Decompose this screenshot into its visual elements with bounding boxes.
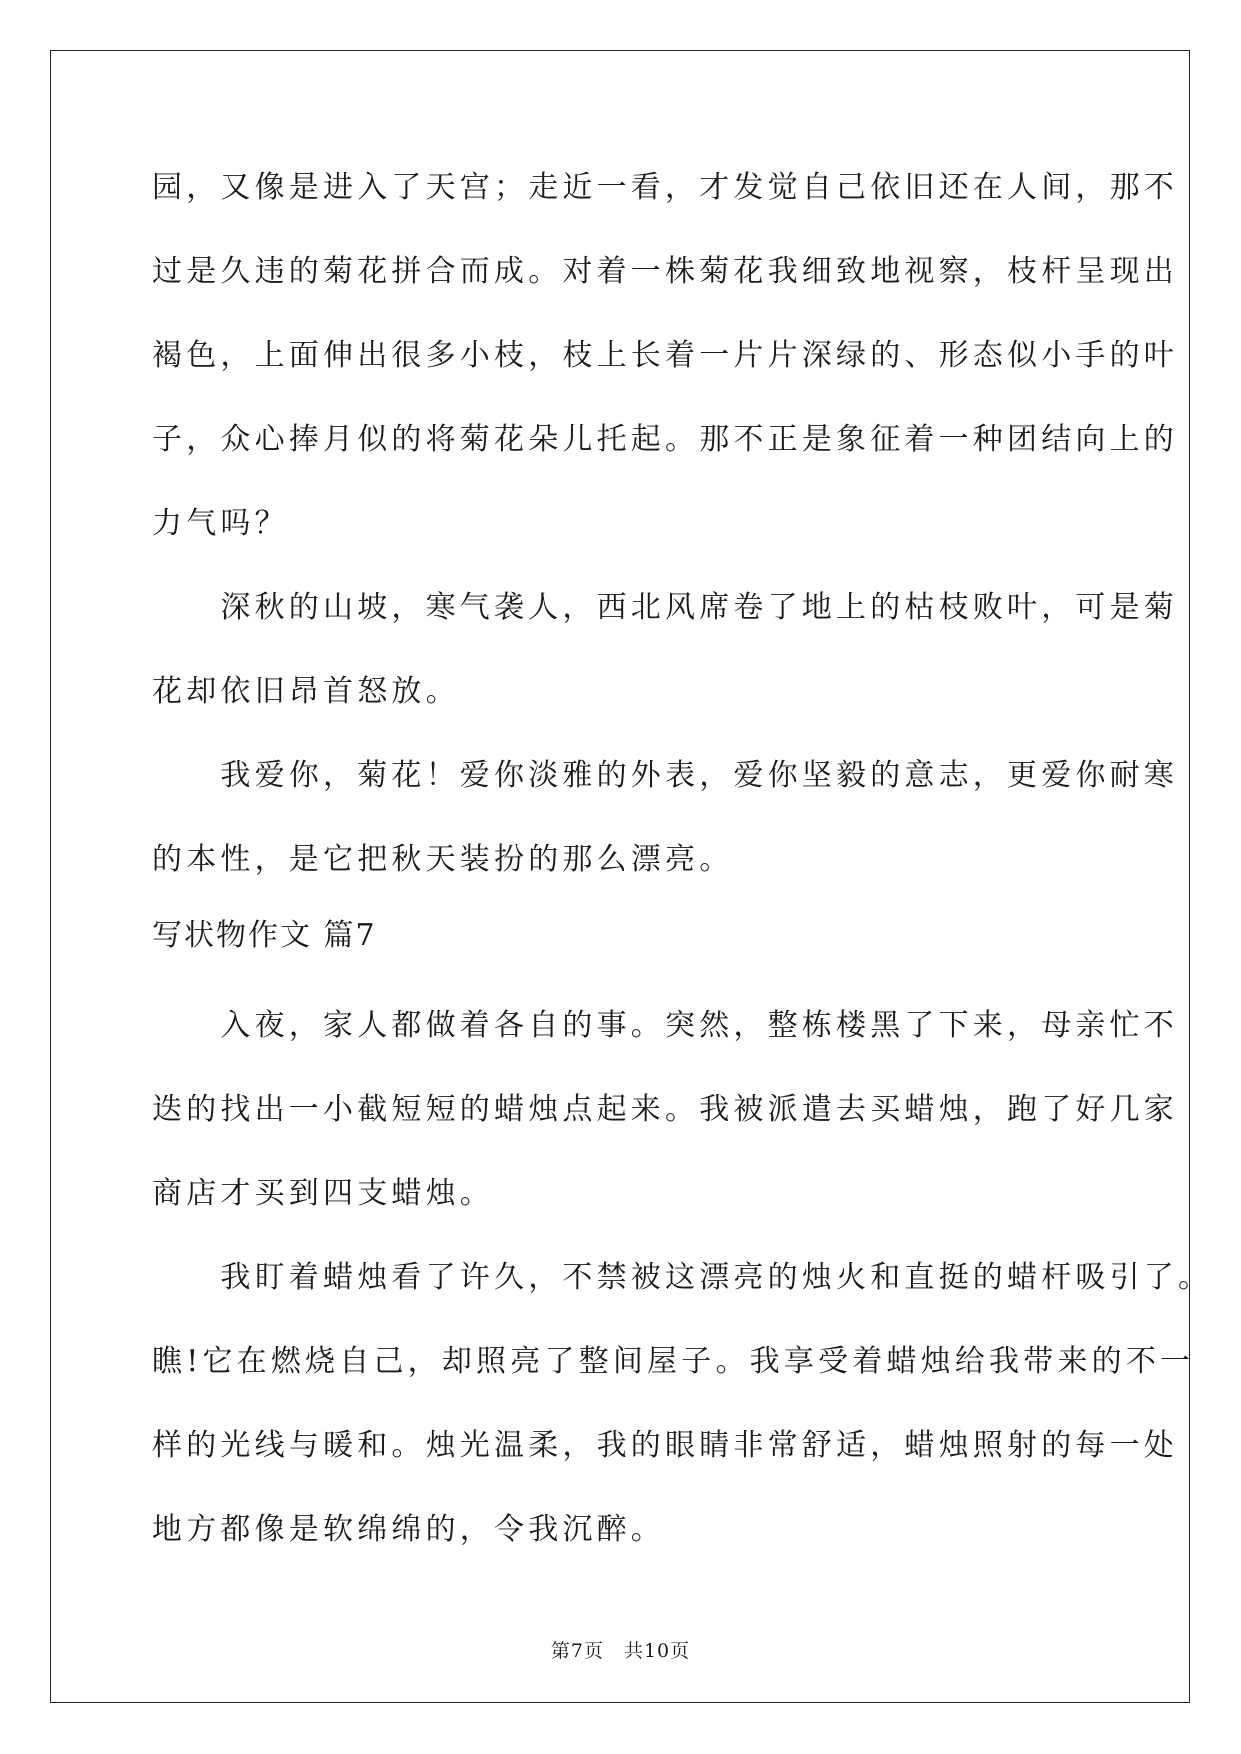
text-line: 深秋的山坡，寒气袭人，西北风席卷了地上的枯枝败叶，可是菊 bbox=[152, 590, 1178, 625]
section-heading: 写状物作文 篇7 bbox=[152, 918, 377, 953]
text-line: 花却依旧昂首怒放。 bbox=[152, 674, 460, 709]
text-line: 样的光线与暖和。烛光温柔，我的眼睛非常舒适，蜡烛照射的每一处 bbox=[152, 1428, 1178, 1463]
text-line: 子，众心捧月似的将菊花朵儿托起。那不正是象征着一种团结向上的 bbox=[152, 422, 1178, 457]
text-line: 我爱你，菊花！爱你淡雅的外表，爱你坚毅的意志，更爱你耐寒 bbox=[152, 758, 1178, 793]
text-line: 园，又像是进入了天宫；走近一看，才发觉自己依旧还在人间，那不 bbox=[152, 170, 1178, 205]
text-line: 的本性，是它把秋天装扮的那么漂亮。 bbox=[152, 842, 734, 877]
text-line: 力气吗？ bbox=[152, 506, 289, 541]
page-number-footer: 第7页 共10页 bbox=[550, 1640, 691, 1662]
text-line: 我盯着蜡烛看了许久，不禁被这漂亮的烛火和直挺的蜡杆吸引了。 bbox=[152, 1260, 1213, 1295]
document-body bbox=[152, 160, 1213, 1586]
text-line: 瞧!它在燃烧自己，却照亮了整间屋子。我享受着蜡烛给我带来的不一 bbox=[152, 1344, 1195, 1379]
text-line: 入夜，家人都做着各自的事。突然，整栋楼黑了下来，母亲忙不 bbox=[152, 1008, 1178, 1043]
text-line: 商店才买到四支蜡烛。 bbox=[152, 1176, 494, 1211]
text-line: 褐色，上面伸出很多小枝，枝上长着一片片深绿的、形态似小手的叶 bbox=[152, 338, 1178, 373]
text-line: 迭的找出一小截短短的蜡烛点起来。我被派遣去买蜡烛，跑了好几家 bbox=[152, 1092, 1178, 1127]
text-line: 地方都像是软绵绵的，令我沉醉。 bbox=[152, 1512, 665, 1547]
text-line: 过是久违的菊花拼合而成。对着一株菊花我细致地视察，枝杆呈现出 bbox=[152, 254, 1178, 289]
